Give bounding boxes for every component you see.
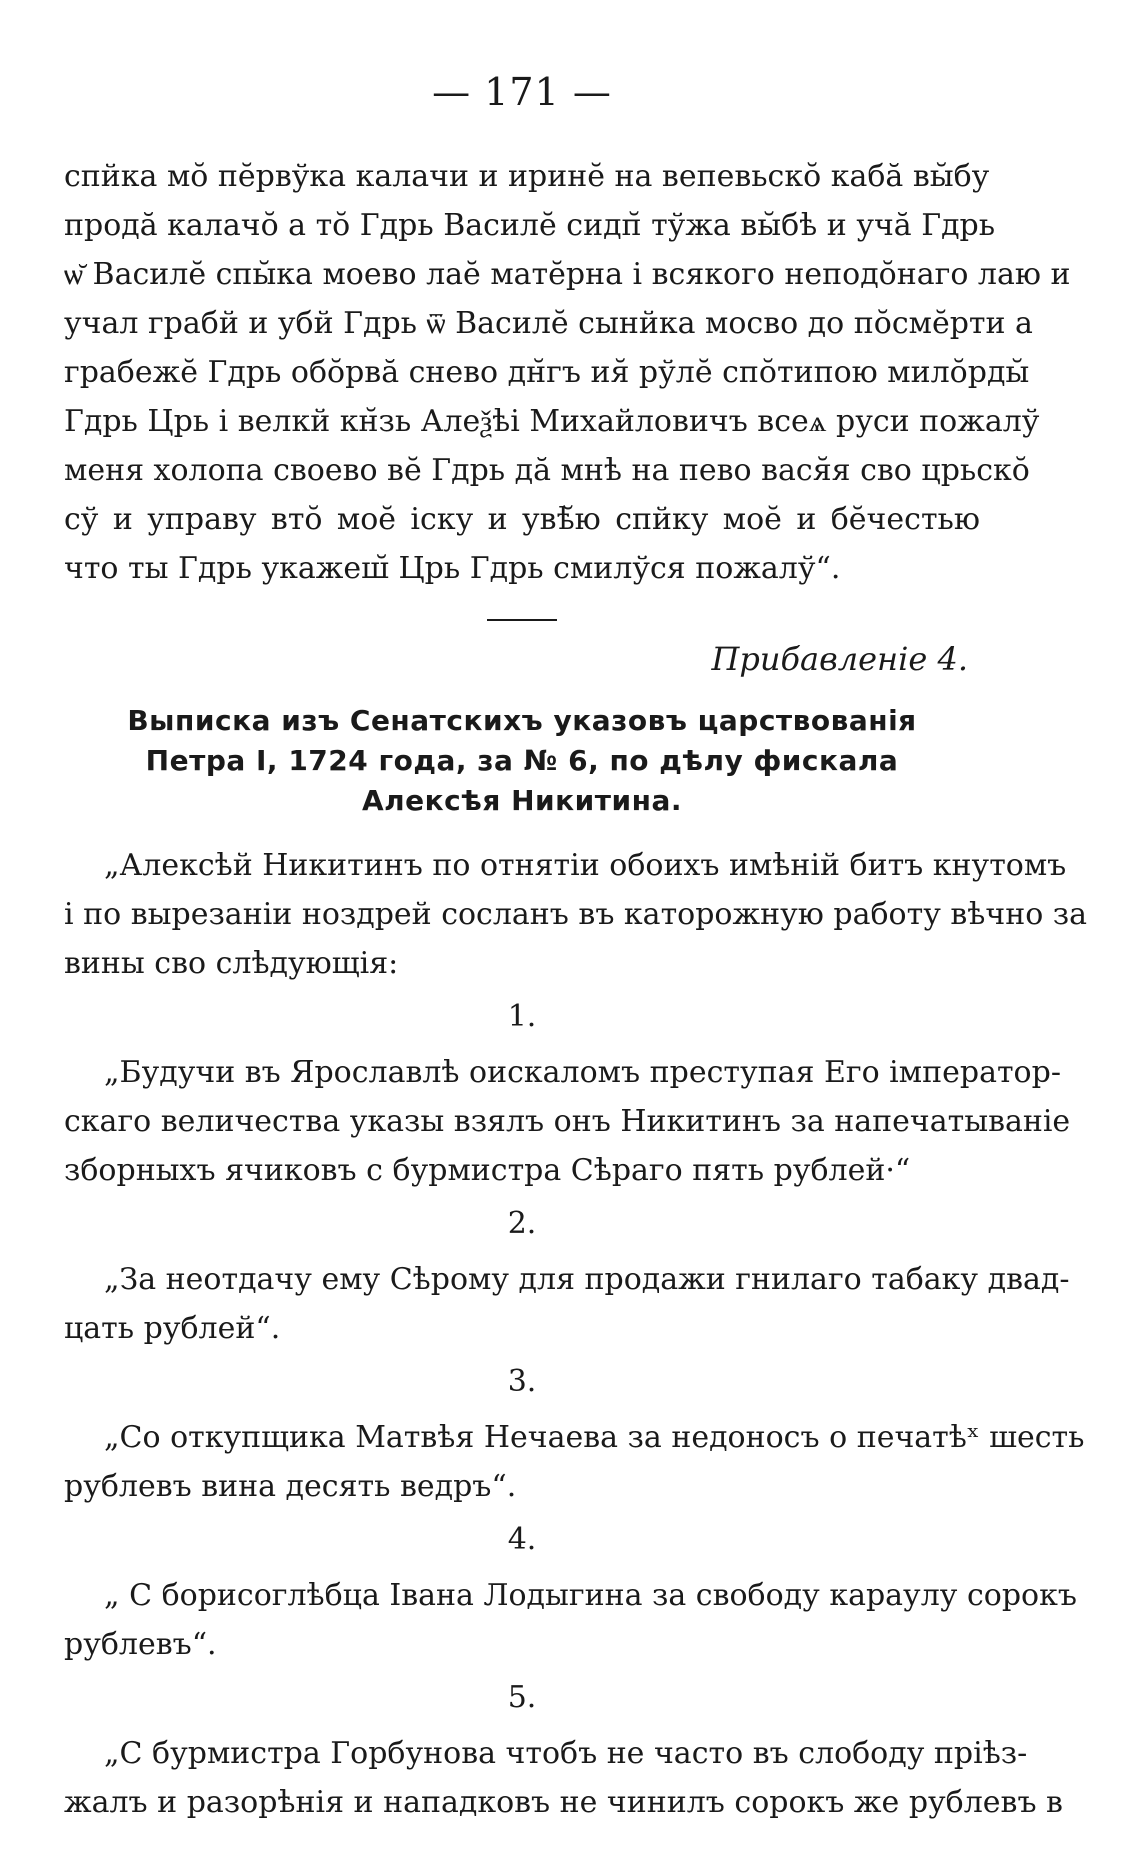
text-line: рублевъ“. bbox=[64, 1627, 217, 1662]
text-line: „С бурмистра Горбунова чтобъ не часто въ слободу пріѣз- bbox=[104, 1736, 1028, 1771]
text-line: спйка мо̆ пӗрвўка калачи и иринӗ на вепевьско̆ кабӑ вы̆бу bbox=[64, 159, 990, 194]
item-number: 3. bbox=[507, 1364, 537, 1399]
item-3 bbox=[64, 1357, 1085, 1511]
text-line: „Будучи въ Ярославлѣ оискаломъ преступая Его імператор- bbox=[104, 1055, 1061, 1090]
text-line: „ С борисоглѣбца Івана Лодыгина за свободу караулу сорокъ bbox=[104, 1578, 1077, 1613]
text-line: „Со откупщика Матвѣя Нечаева за недоносъ о печатѣˣ шесть bbox=[104, 1420, 1085, 1455]
item-2 bbox=[64, 1199, 1070, 1353]
text-line: жалъ и разорѣнія и нападковъ не чинилъ сорокъ же рублевъ в bbox=[64, 1785, 1063, 1820]
text-line: грабежӗ Гдрь обо̆рвӑ снево дн̆гъ ия̆ рўлӗ спо̆типою мило̆рды̆ bbox=[64, 355, 1030, 390]
section-divider bbox=[487, 619, 557, 621]
text-line: что ты Гдрь укажеш̆ Црь Гдрь смилўся пожалў“. bbox=[64, 551, 841, 586]
text-line: скаго величества указы взялъ онъ Никитинъ за напечатываніе bbox=[64, 1104, 1071, 1139]
text-line: Гдрь Црь і велкй кн̆зь Алеѯѣі Михайловичъ всеѧ руси пожалў bbox=[64, 404, 1040, 439]
text-line: сў и управу вто̆ моӗ іску и увѣ̆ю спйку моӗ и бӗчестью bbox=[64, 502, 980, 537]
heading-line: Алексѣя Никитина. bbox=[362, 784, 682, 817]
text-line: продӑ калачо̆ а то̆ Гдрь Василӗ сидп̆ тўжа вы̆бѣ и учӑ Гдрь bbox=[64, 208, 996, 243]
item-4 bbox=[64, 1515, 1077, 1669]
item-number: 4. bbox=[507, 1522, 537, 1557]
text-line: рублевъ вина десять ведръ“. bbox=[64, 1469, 517, 1504]
item-number: 5. bbox=[507, 1680, 537, 1715]
text-line: ѡ̆ Василӗ спы̆ка моево лаӗ матӗрна і всякого неподо̆наго лаю и bbox=[64, 257, 1071, 292]
text-line: цать рублей“. bbox=[64, 1311, 281, 1346]
text-line: „Алексѣй Никитинъ по отнятіи обоихъ имѣній битъ кнутомъ bbox=[104, 848, 1067, 883]
item-5 bbox=[64, 1673, 1063, 1827]
item-number: 1. bbox=[507, 999, 537, 1034]
book-page bbox=[64, 70, 1088, 1827]
section-heading bbox=[64, 701, 980, 821]
text-line: „За неотдачу ему Сѣрому для продажи гнилаго табаку двад- bbox=[104, 1262, 1070, 1297]
text-line: зборныхъ ячиковъ с бурмистра Сѣраго пять рублей·“ bbox=[64, 1153, 911, 1188]
petition-text bbox=[64, 152, 1071, 593]
page-number: — 171 — bbox=[432, 70, 612, 114]
appendix-label: Прибавленіе 4. bbox=[711, 640, 968, 678]
intro-paragraph bbox=[64, 841, 1088, 988]
item-number: 2. bbox=[507, 1206, 537, 1241]
heading-line: Петра I, 1724 года, за № 6, по дѣлу фискала bbox=[145, 744, 899, 777]
text-line: вины сво слѣдующія: bbox=[64, 946, 399, 981]
heading-line: Выписка изъ Сенатскихъ указовъ царствованія bbox=[127, 704, 917, 737]
text-line: учал грабй и убй Гдрь ѿ Василӗ сынйка мосво до по̆смӗрти а bbox=[64, 306, 1033, 341]
text-line: меня холопа своево вӗ Гдрь дӑ мнѣ на пево вася̆я сво црьско̆ bbox=[64, 453, 1030, 488]
item-1 bbox=[64, 992, 1071, 1195]
text-line: і по вырезаніи ноздрей сосланъ въ каторожную работу вѣчно за bbox=[64, 897, 1088, 932]
